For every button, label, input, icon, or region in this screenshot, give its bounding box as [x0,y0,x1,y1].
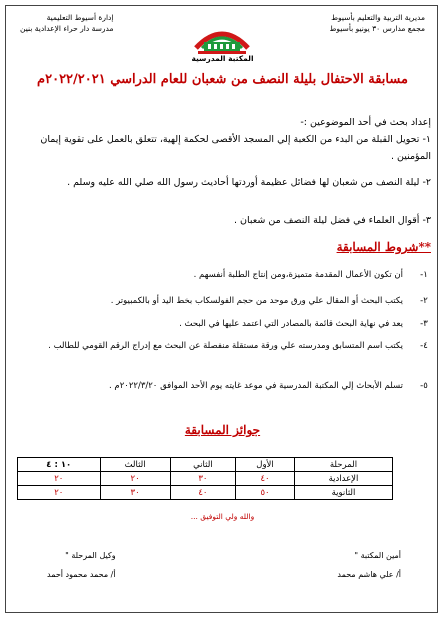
librarian-title: أمين المكتبة " [354,551,401,560]
topic-item-3: ٣- أقوال العلماء في فضل ليلة النصف من شعبان . [234,215,431,226]
table-header-row [18,458,393,472]
first-prize-cell: ٤٠ [236,472,295,486]
school-complex-name: مجمع مدارس ٣٠ يونيو بأسيوط [329,24,425,33]
extra-prize-cell: ٢٠ [18,486,101,500]
condition-number: ٣- [420,319,428,329]
librarian-name: أ/ علي هاشم محمد [337,570,401,579]
deputy-title: وكيل المرحلة " [65,551,116,560]
signature-librarian [337,549,401,581]
prizes-table [17,457,393,500]
directorate-name: مديرية التربية والتعليم بأسيوط [331,13,425,22]
column-header-second: الثاني [170,458,235,472]
topic-item-2: ٢- ليلة النصف من شعبان لها فضائل عظيمة أوردتها أحاديث رسول الله صلي الله عليه وسلم . [67,177,431,188]
library-title: المكتبة المدرسية [191,54,254,63]
page-title: مسابقة الاحتفال بليلة النصف من شعبان للعام الدراسي ٢٠٢٢/٢٠٢١م [37,72,408,87]
condition-number: ٢- [420,296,428,306]
condition-text: أن تكون الأعمال المقدمة متميزة،ومن إنتاج الطلبة أنفسهم . [193,270,403,280]
table-row [18,486,393,500]
table-row [18,472,393,486]
page-border [5,5,438,613]
column-header-third: الثالث [100,458,170,472]
prizes-heading: جوائز المسابقة [184,423,261,437]
third-prize-cell: ٣٠ [100,486,170,500]
condition-text: تسلم الأبحاث إلي المكتبة المدرسية في موعد غايته يوم الأحد الموافق ٢٠٢٢/٣/٢٠م . [109,381,403,391]
condition-text: يعد في نهاية البحث قائمة بالمصادر التي اعتمد عليها في البحث . [179,319,403,329]
condition-number: ٤- [420,341,428,351]
signature-deputy [47,549,116,581]
extra-prize-cell: ٢٠ [18,472,101,486]
intro-text: إعداد بحث في أحد الموضوعين :- [300,117,431,128]
topic-item-1: ١- تحويل القبلة من البدء من الكعبة إلي المسجد الأقصى لحكمة إلهية، تتعلق بالعمل على تقوية إيمان المؤمنين . [40,134,431,162]
condition-text: يكتب البحث أو المقال علي ورق موحد من حجم الفولسكاب بخط اليد أو بالكمبيوتر . [110,296,403,306]
first-prize-cell: ٥٠ [236,486,295,500]
administration-name: إدارة أسيوط التعليمية [46,13,114,22]
column-header-extra: ١٠ : ٤ [18,458,101,472]
header-left [20,12,113,34]
second-prize-cell: ٣٠ [170,472,235,486]
header-right [329,12,425,34]
conditions-heading: **شروط المسابقة [336,240,431,254]
condition-number: ١- [420,270,428,280]
stage-cell: الإعدادية [294,472,392,486]
second-prize-cell: ٤٠ [170,486,235,500]
stage-cell: الثانوية [294,486,392,500]
column-header-stage: المرحلة [294,458,392,472]
third-prize-cell: ٢٠ [100,472,170,486]
closing-text: والله ولي التوفيق ... [190,512,255,521]
condition-number: ٥- [420,381,428,391]
condition-text: يكتب اسم المتسابق ومدرسته علي ورقة مستقلة منفصلة عن البحث مع إدراج الرقم القومي للطالب . [48,341,403,351]
school-name: مدرسة دار حراء الإعدادية بنين [20,24,114,33]
deputy-name: أ/ محمد محمود أحمد [47,570,116,579]
column-header-first: الأول [236,458,295,472]
